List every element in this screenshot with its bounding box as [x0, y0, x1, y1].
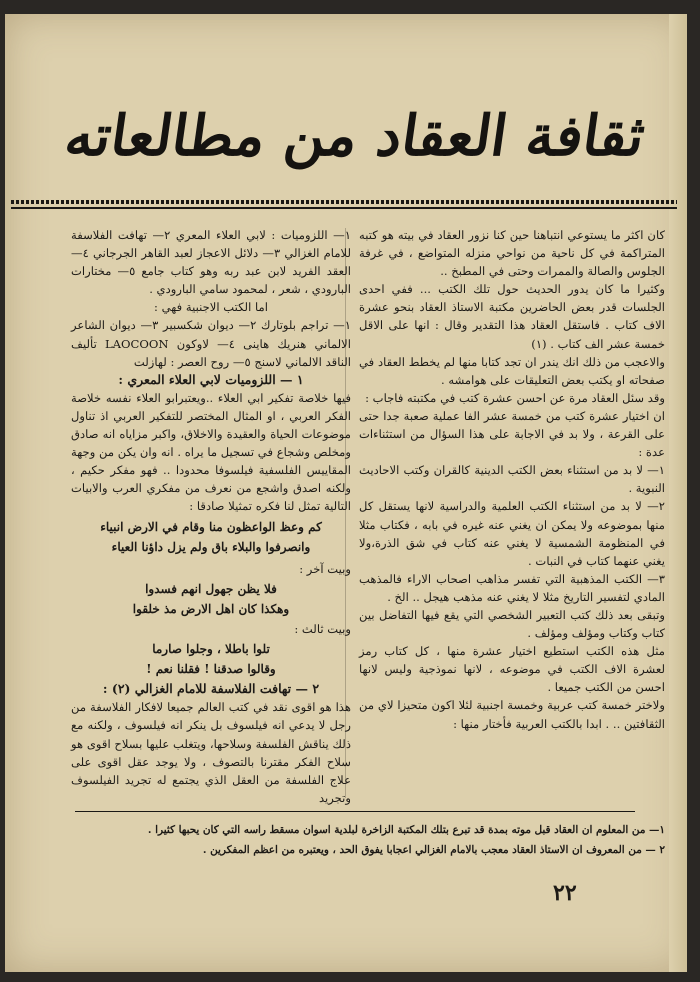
body-paragraph: ٢— لا بد من استثناء الكتب العلمية والدراسية لانها يستقل كل منها بموضوعه ولا يمكن ان يغني عنه غيره في بابه ، فكتاب مثلا في المنظومة الشمسية لا يغني عنه كتاب في شق الذرة،ولا يغني عنهما كتاب في النبات .	[359, 499, 665, 568]
footnotes	[65, 820, 665, 860]
right-text-column	[359, 226, 665, 733]
section-text-tahafut: هذا هو اقوى نقد في كتب العالم جميعا لافكار الفلاسفة من رجل لا يدعي انه فيلسوف بل ينكر انه فيلسوف ، ولكنه مع ذلك يناقش الفلسفة وسلاحها، ويتغلب عليها بسلاح اقوى هو سلاح الفكر مقترنا بالتصوف ، ولا يوجد عقل اقوى على علاج الفلسفة من العقل الذي يجتمع له تجريد الفيلسوف وتجريد	[71, 700, 351, 805]
verse-label: وبيت ثالث :	[294, 621, 351, 636]
body-paragraph: ولاختر خمسة كتب عربية وخمسة اجنبية لئلا اكون متحيزا لاي من الثقافتين .. . ابدا بالكتب العربية فأختار منها :	[359, 698, 665, 731]
page-binding-edge	[669, 14, 687, 972]
poem-line: وقالوا صدقنا ! فقلنا نعم !	[146, 662, 276, 677]
foreign-books-list: ١— تراجم بلوتارك ٢— ديوان شكسبير ٣— ديوان الشاعر الالماني هنريك هاينى ٤— لاوكون LAOCOON تأليف الناقد الالماني لاسنج ٥— روح العصر : لهازلت	[71, 318, 352, 369]
footnote-rule	[75, 811, 635, 812]
poem-line: تلوا باطلا ، وجلوا صارما	[152, 642, 270, 657]
section-text-luzumiyyat: فيها خلاصة تفكير ابي العلاء ..ويعتبرابو العلاء نفسه خلاصة الفكر العربي ، او المثال المختصر للتفكير العربي اذ تناول موضوعات الحياة والعقيدة والاخلاق، واكبر مزاياه انه صادق ومخلص وشجاع في تسجيل ما يراه . انه وان يكن من وجهة المقاييس الفلسفية فيلسوفا محدودا .. فهو مفكر حكيم ، ولكنه اصدق واشجع من نعرف من مفكري العرب والابيات التالية تمثل لنا فكره تمثيلا صادقا :	[71, 390, 351, 514]
body-paragraph: ٣— الكتب المذهبية التي تفسر مذاهب اصحاب الاراء فالمذهب المادي لتفسير التاريخ مثلا لا يغني عنه مذهب هيجل .. الخ .	[359, 571, 665, 604]
title-dotted-rule	[11, 200, 677, 204]
verse-label: وبيت آخر :	[299, 561, 351, 576]
article-title: ثقافة العقاد من مطالعاته	[61, 103, 649, 169]
body-paragraph: والاعجب من ذلك انك يندر ان تجد كتابا منها لم يخطط العقاد في صفحاته او يكتب بعض التعليقات على هوامشه .	[359, 354, 665, 387]
body-paragraph: وكثيرا ما كان يدور الحديث حول تلك الكتب ... ففي احدى الجلسات قدر بعض الحاضرين مكتبة الاستاذ العقاد بنحو عشرة الاف كتاب . فاستقل العقاد هذا التقدير وقال : انها على الاقل خمسة عشر الف كتاب . (١)	[359, 282, 665, 351]
poem-line: كم وعظ الواعظون منا وقام في الارض انبياء	[100, 519, 322, 534]
body-paragraph: مثل هذه الكتب استطيع اختيار عشرة منها ، كل كتاب رمز لعشرة الاف الكتب في موضوعه ، لانها نموذجية وليس لانها احسن من الكتب جميعا .	[359, 644, 665, 695]
poem-line: وانصرفوا والبلاء باق ولم يزل داؤنا العياء	[111, 539, 311, 554]
body-paragraph: وقد سئل العقاد مرة عن احسن عشرة كتب في مكتبته فاجاب :	[365, 390, 665, 405]
body-paragraph: وتبقى بعد ذلك كتب التعبير الشخصي التي يقع فيها التفاضل بين كتاب وكتاب ومؤلف ومؤلف .	[359, 607, 665, 641]
arabic-books-list: ١— اللزوميات : لابي العلاء المعري ٢— تهافت الفلاسفة للامام الغزالي ٣— دلائل الاعجاز لعبد القاهر الجرجاني ٤— العقد الفريد لابن عبد ربه وهو كتاب جامع ٥— مختارات البارودي ، شعر ، لمحمود سامي البارودي .	[71, 228, 352, 297]
foreign-books-intro: اما الكتب الاجنبية فهي :	[154, 300, 268, 315]
title-solid-rule	[11, 207, 677, 209]
page-number: ٢٢	[553, 880, 577, 906]
body-paragraph: ان اختيار عشرة كتب من خمسة عشر الفا عملية صعبة جدا حتى على القرعة ، ولا بد في الاجابة على هذا السؤال من استثناءات عدة :	[359, 408, 665, 460]
footnote: ١— من المعلوم ان العقاد قبل موته بمدة قد تبرع بتلك المكتبة الزاخرة لبلدية اسوان مسقط راسه التي كان يحبها كثيرا .	[147, 824, 665, 836]
body-paragraph: كان اكثر ما يستوعي انتباهنا حين كنا نزور العقاد في بيته هو كتبه المتراكمة في كل ناحية من نواحي منزله المتواضع ، في غرفة الجلوس والصالة والممرات وحتى في المطبخ ..	[359, 228, 665, 279]
poem-line: وهكذا كان اهل الارض مذ خلقوا	[132, 601, 290, 616]
footnote: ٢ — من المعروف ان الاستاذ العقاد معجب بالامام الغزالي اعجابا يفوق الحد ، ويعتبره من اعظم المفكرين .	[202, 844, 665, 856]
poem-line: فلا يظن جهول انهم فسدوا	[145, 581, 277, 596]
left-text-column	[71, 226, 351, 807]
section-heading-luzumiyyat: ١ — اللزوميات لابي العلاء المعري :	[118, 371, 304, 387]
body-paragraph: ١— لا بد من استثناء بعض الكتب الدينية كالقران وكتب الاحاديث النبوية .	[359, 463, 665, 496]
section-heading-tahafut: ٢ — تهافت الفلاسفة للامام الغزالي (٢) :	[102, 681, 320, 697]
magazine-page	[5, 14, 687, 972]
